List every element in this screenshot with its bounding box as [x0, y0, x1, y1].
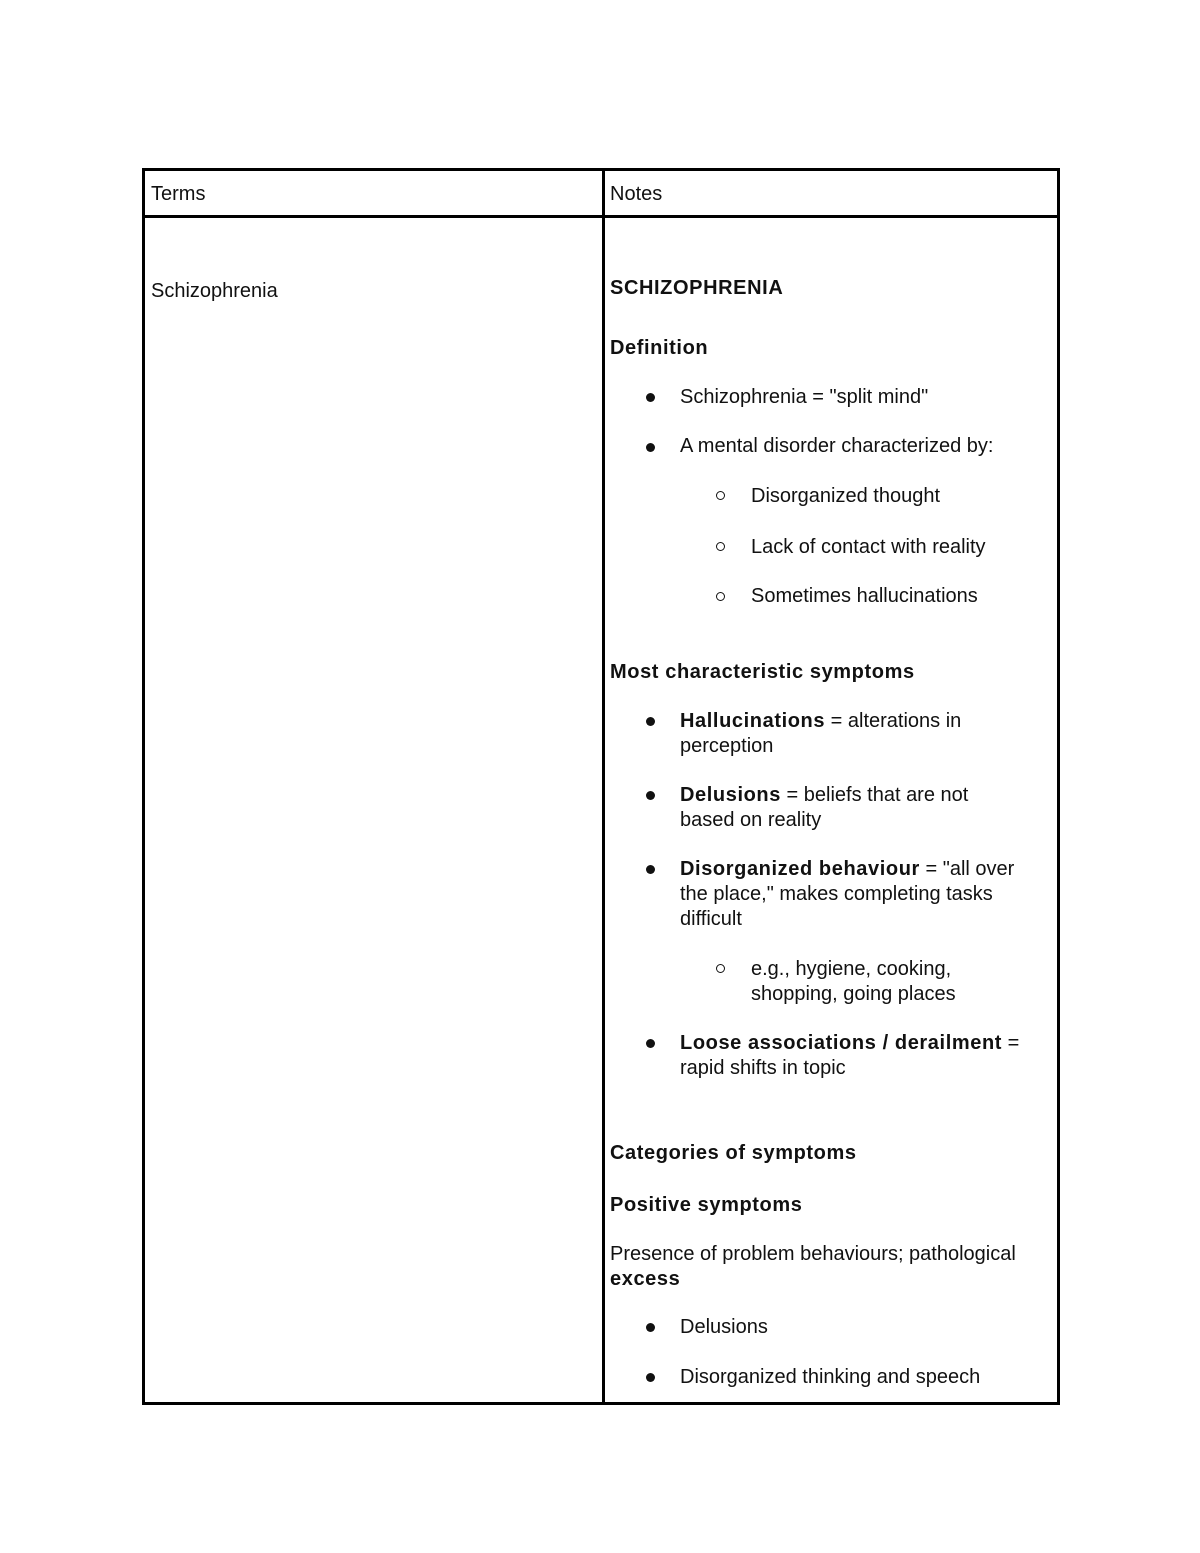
categories-heading: Categories of symptoms	[610, 1142, 857, 1164]
sub-bullet-icon	[716, 964, 725, 973]
definition-subitem: Sometimes hallucinations	[751, 585, 978, 607]
column-divider	[602, 171, 605, 1402]
symptoms-heading: Most characteristic symptoms	[610, 661, 915, 683]
header-row-divider	[145, 215, 1057, 218]
symptom-text: = "all over the place," makes completing tasks difficult	[680, 858, 1015, 930]
symptom-term: Hallucinations	[680, 710, 826, 732]
bullet-icon	[646, 393, 655, 402]
behaviour-example: e.g., hygiene, cooking, shopping, going places	[751, 958, 956, 1005]
symptom-term: Loose associations / derailment	[680, 1032, 1003, 1054]
positive-item: Disorganized thinking and speech	[680, 1366, 981, 1388]
bullet-icon	[646, 865, 655, 874]
sub-bullet-icon	[716, 542, 725, 551]
symptom-text: = beliefs that are not based on reality	[680, 784, 969, 831]
terms-header: Terms	[151, 183, 206, 205]
notes-title: SCHIZOPHRENIA	[610, 277, 784, 299]
symptom-text: = alterations in perception	[680, 710, 962, 757]
symptom-item	[680, 709, 1010, 759]
positive-symptoms-description	[610, 1242, 1055, 1292]
symptom-item	[680, 783, 1010, 833]
notes-header: Notes	[610, 183, 663, 205]
definition-subitem: Disorganized thought	[751, 485, 941, 507]
positive-desc-text: Presence of problem behaviours; pathological	[610, 1243, 1016, 1265]
bullet-icon	[646, 1323, 655, 1332]
bullet-icon	[646, 443, 655, 452]
bullet-icon	[646, 1039, 655, 1048]
sub-bullet-icon	[716, 491, 725, 500]
symptom-term: Delusions	[680, 784, 781, 806]
symptom-term: Disorganized behaviour	[680, 858, 920, 880]
positive-symptoms-heading: Positive symptoms	[610, 1194, 803, 1216]
sub-bullet-icon	[716, 592, 725, 601]
bullet-icon	[646, 1373, 655, 1382]
definition-item: Schizophrenia = "split mind"	[680, 386, 929, 408]
bullet-icon	[646, 791, 655, 800]
definition-item: A mental disorder characterized by:	[680, 435, 994, 457]
symptom-item	[680, 1031, 1045, 1081]
bullet-icon	[646, 717, 655, 726]
definition-heading: Definition	[610, 337, 709, 359]
positive-item: Delusions	[680, 1316, 768, 1338]
symptom-text: = rapid shifts in topic	[680, 1032, 1020, 1079]
symptom-item	[680, 857, 1040, 932]
definition-subitem: Lack of contact with reality	[751, 536, 986, 558]
positive-desc-bold: excess	[610, 1268, 681, 1290]
term-schizophrenia: Schizophrenia	[151, 280, 278, 302]
